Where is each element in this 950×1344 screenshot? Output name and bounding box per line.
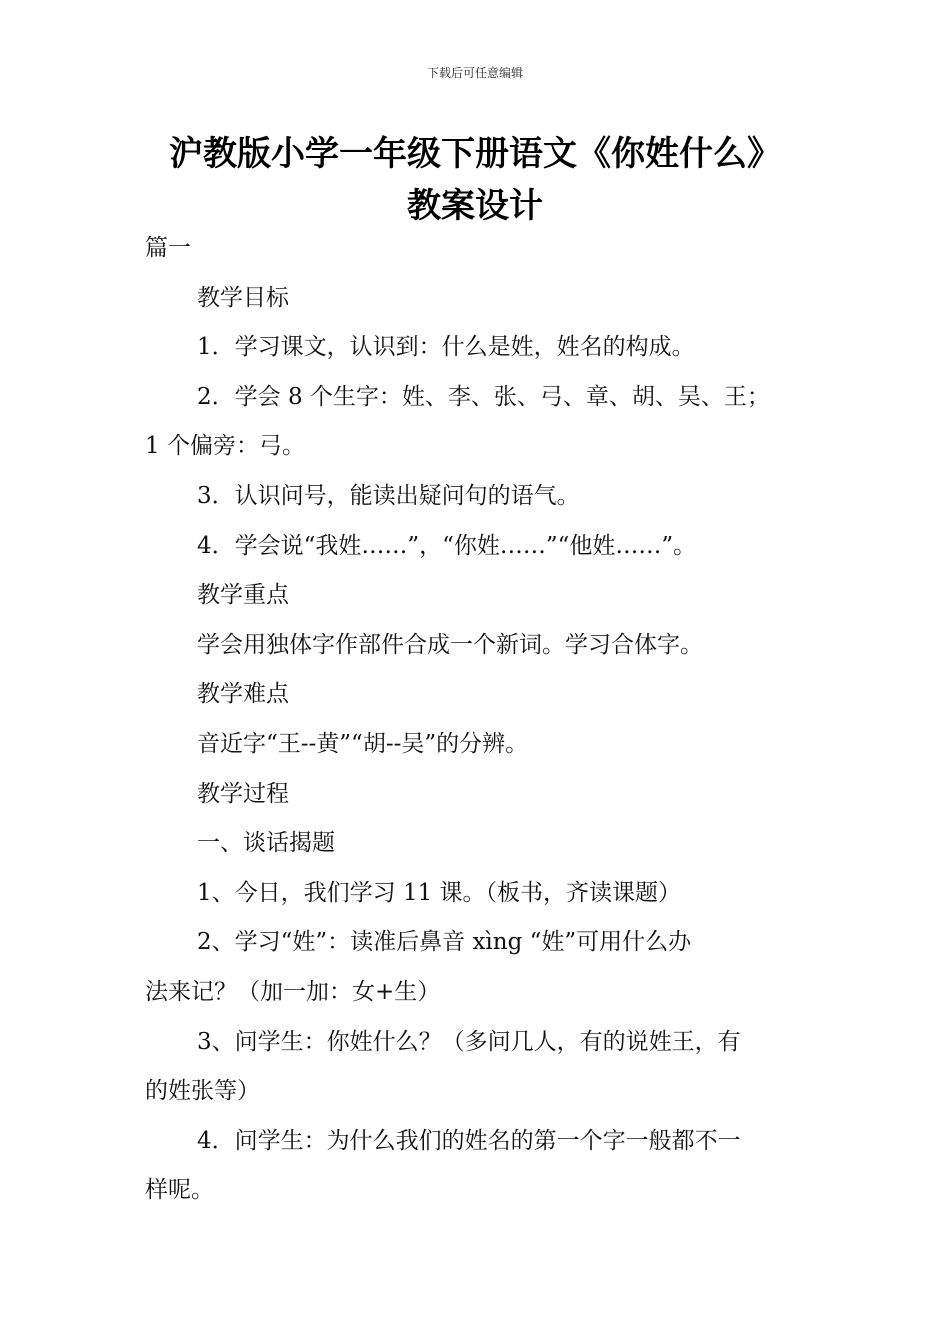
list-item-continuation: 的姓张等） bbox=[145, 1078, 260, 1105]
document-title bbox=[0, 128, 950, 232]
section-heading-key-points: 教学重点 bbox=[197, 582, 289, 609]
document-title-line-1: 沪教版小学一年级下册语文《你姓什么》 bbox=[169, 134, 781, 174]
document-title-line-2: 教案设计 bbox=[407, 186, 543, 226]
paragraph: 音近字“王--黄”“胡--吴”的分辨。 bbox=[197, 730, 529, 757]
list-item: 4．学会说“我姓……”，“你姓……”“他姓……”。 bbox=[197, 532, 697, 559]
list-item: 3．认识问号，能读出疑问句的语气。 bbox=[197, 482, 580, 509]
paragraph: 篇一 bbox=[145, 235, 191, 261]
list-item: 2、学习“姓”：读准后鼻音 xìng “姓”可用什么办 bbox=[197, 929, 692, 956]
list-item: 1、今日，我们学习 11 课。（板书，齐读课题） bbox=[197, 879, 682, 906]
section-heading-difficulties: 教学难点 bbox=[197, 681, 289, 708]
list-item: 2．学会 8 个生字：姓、李、张、弓、章、胡、吴、王； bbox=[197, 383, 770, 410]
document-body bbox=[145, 224, 815, 1216]
list-item: 4．问学生：为什么我们的姓名的第一个字一般都不一 bbox=[197, 1127, 741, 1154]
list-item-continuation: 样呢。 bbox=[145, 1177, 214, 1204]
list-item: 1．学习课文，认识到：什么是姓，姓名的构成。 bbox=[197, 334, 695, 361]
page-header-note: 下载后可任意编辑 bbox=[426, 66, 523, 80]
section-heading-goals: 教学目标 bbox=[197, 284, 289, 311]
list-item-continuation: 1 个偏旁：弓。 bbox=[145, 433, 305, 460]
list-item-continuation: 法来记？（加一加：女+生） bbox=[145, 978, 441, 1005]
paragraph: 学会用独体字作部件合成一个新词。学习合体字。 bbox=[197, 631, 703, 658]
list-item: 3、问学生：你姓什么？（多问几人，有的说姓王，有 bbox=[197, 1028, 741, 1055]
section-heading-process: 教学过程 bbox=[197, 780, 289, 807]
subsection-heading: 一、谈话揭题 bbox=[197, 830, 335, 857]
